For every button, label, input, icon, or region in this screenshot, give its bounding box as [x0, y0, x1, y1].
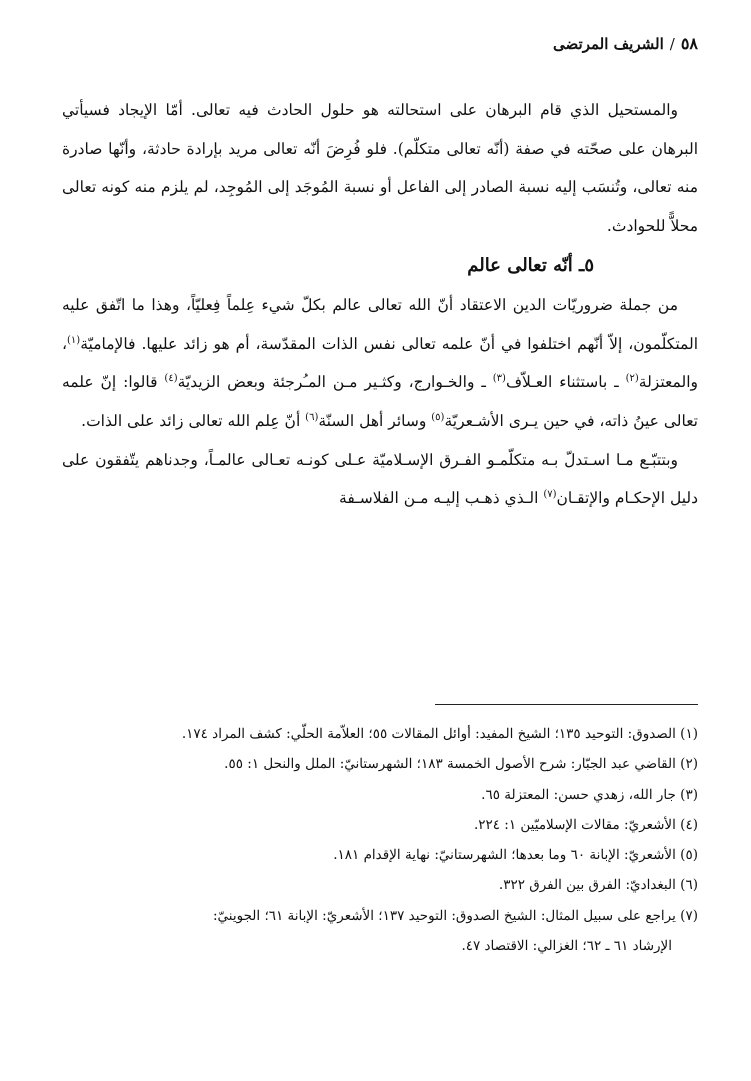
paragraph-2-part-f: وسائر أهل السنّة	[318, 411, 432, 430]
footnote-marker: (١)	[680, 726, 698, 742]
footnote-2	[62, 749, 698, 779]
footnote-1	[62, 719, 698, 749]
footnote-6	[62, 870, 698, 900]
paragraph-3-part-b: الـذي ذهـب إليـه مـن الفلاسـفة	[339, 489, 544, 508]
paragraph-2-part-d: ـ والخـوارج، وكثـير مـن المـُرجئة وبعض الزيديّة	[177, 373, 493, 392]
footnote-ref-2[interactable]: (٢)	[625, 373, 639, 385]
footnote-4	[62, 810, 698, 840]
paragraph-3	[62, 441, 698, 518]
footnote-marker: (٢)	[680, 756, 698, 773]
paragraph-1: والمستحيل الذي قام البرهان على استحالته هو حلول الحادث فيه تعالى. أمّا الإيجاد فسيأتي البرهان على صحّته في صفة (أنّه تعالى متكلّم). فلو فُرِضَ أنّه تعالى مريد بإرادة حادثة، وأنّها صادرة منه تعالى، وتُنسَب إليه نسبة الصادر إلى الفاعل أو نسبة المُوجَد إلى المُوجِد، لم يلزم منه كونه تعالى محلاًّ للحوادث.	[62, 101, 698, 236]
paragraph-3-part-a: وبتتبّـع مـا اسـتدلّ بـه متكلّمـو الفـرق الإسـلاميّة عـلى كونـه تعـالى عالمـاً، وجدناهم يتّفقون على دليل الإحكـام والإتقـان	[62, 450, 698, 508]
footnote-continuation: الإرشاد ٦١ ـ ٦٢؛ الغزالي: الاقتصاد ٤٧.	[461, 938, 672, 955]
footnote-marker: (٥)	[680, 847, 698, 864]
footnote-divider	[435, 704, 698, 705]
paragraph-2-part-e: قالوا: إنّ علمه تعالى عينُ ذاته، في حين يـرى الأشـعريّة	[62, 373, 698, 430]
footnote-marker: (٦)	[680, 877, 698, 894]
footnotes-list	[62, 719, 698, 961]
footnote-marker: (٤)	[680, 816, 698, 833]
footnote-ref-4[interactable]: (٤)	[164, 373, 178, 385]
footnote-ref-1[interactable]: (١)	[67, 334, 81, 346]
page-number: ٥٨	[680, 34, 698, 53]
main-text	[62, 91, 698, 518]
footnote-ref-3[interactable]: (٣)	[492, 373, 506, 385]
footnote-3	[62, 780, 698, 810]
running-header	[553, 34, 698, 53]
footnote-text: الأشعريّ: مقالات الإسلاميّين ١: ٢٢٤.	[473, 816, 676, 833]
footnote-ref-5[interactable]: (٥)	[431, 411, 445, 423]
footnote-5	[62, 840, 698, 870]
book-title: الشريف المرتضى	[553, 34, 664, 53]
section-heading: ٥ـ أنّه تعالى عالم	[467, 254, 594, 276]
footnote-marker: (٧)	[680, 907, 698, 924]
footnote-text: القاضي عبد الجبّار: شرح الأصول الخمسة ١٨٣؛ الشهرستانيّ: الملل والنحل ١: ٥٥.	[224, 756, 676, 773]
paragraph-2-part-a: من جملة ضروريّات الدين الاعتقاد أنّ الله تعالى عالم بكلّ شيء عِلماً فِعليّاً، وهذا ما اتّفق عليه المتكلّمون، إلاّ أنّهم اختلفوا في أنّ علمه تعالى نفس الذات المقدّسة، أم هو زائد عليها. فالإماميّة	[62, 295, 698, 353]
footnote-text: البغداديّ: الفرق بين الفرق ٣٢٢.	[498, 877, 676, 894]
footnote-text: جار الله، زهدي حسن: المعتزلة ٦٥.	[481, 786, 676, 803]
footnote-text: يراجع على سبيل المثال: الشيخ الصدوق: التوحيد ١٣٧؛ الأشعريّ: الإبانة ٦١؛ الجوينيّ:	[212, 907, 676, 924]
paragraph-2-part-g: أنّ عِلم الله تعالى زائد على الذات.	[81, 411, 306, 430]
footnote-ref-7[interactable]: (٧)	[543, 489, 557, 501]
footnote-7	[62, 901, 698, 962]
footnote-text: الأشعريّ: الإبانة ٦٠ وما بعدها؛ الشهرستانيّ: نهاية الإقدام ١٨١.	[333, 847, 676, 864]
paragraph-2-part-c: ـ باستثناء العـلاّف	[505, 373, 626, 392]
footnote-marker: (٣)	[680, 786, 698, 803]
footnote-text: الصدوق: التوحيد ١٣٥؛ الشيخ المفيد: أوائل المقالات ٥٥؛ العلاّمة الحلّي: كشف المراد ١٧٤.	[181, 726, 676, 742]
footnote-ref-6[interactable]: (٦)	[305, 411, 319, 423]
header-separator: /	[669, 34, 675, 53]
paragraph-2-part-b: ، والمعتزلة	[62, 334, 698, 392]
book-page	[62, 0, 698, 1081]
paragraph-2	[62, 286, 698, 441]
